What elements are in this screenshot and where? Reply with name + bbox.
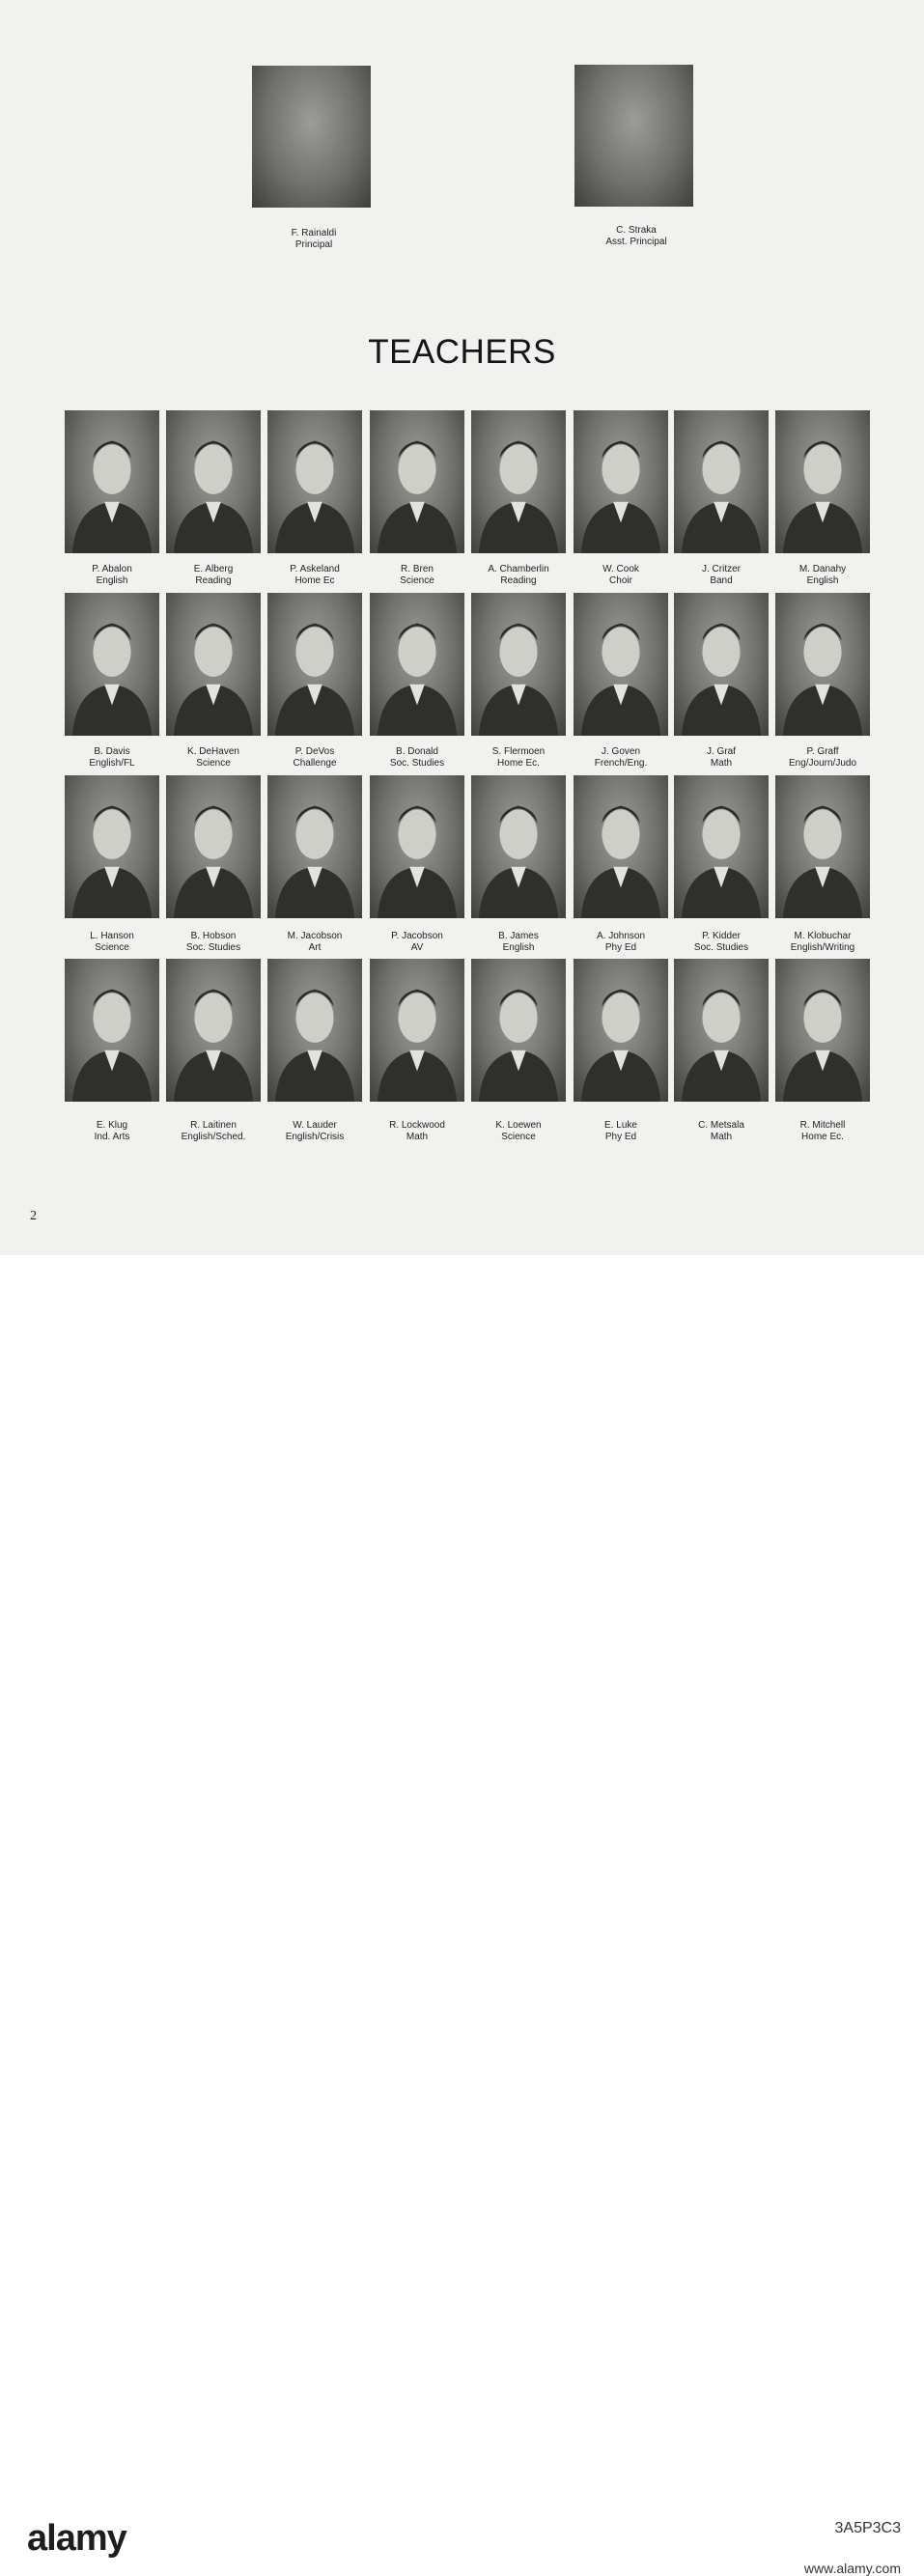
teacher-photo	[574, 959, 668, 1102]
teacher-subject: Science	[196, 758, 231, 769]
teacher-subject: Soc. Studies	[389, 758, 445, 769]
teacher-subject: Art	[308, 942, 322, 953]
teacher-caption	[461, 564, 576, 587]
teacher-name: P. DeVos	[294, 746, 335, 757]
teacher-caption	[663, 746, 779, 770]
teacher-subject: Math	[710, 1132, 733, 1142]
teacher-photo	[471, 959, 566, 1102]
teacher-photo	[65, 410, 159, 553]
section-title: TEACHERS	[368, 333, 556, 371]
page-number: 2	[30, 1209, 37, 1223]
teacher-name: B. Donald	[396, 746, 438, 757]
teacher-photo	[267, 959, 362, 1102]
teacher-name: S. Flermoen	[491, 746, 546, 757]
teacher-subject: Reading	[195, 575, 232, 586]
teacher-caption	[155, 1120, 271, 1143]
teacher-photo	[574, 410, 668, 553]
teacher-name: M. Jacobson	[287, 931, 343, 941]
teacher-subject: Math	[710, 758, 733, 769]
admin-role: Asst. Principal	[605, 237, 667, 247]
teacher-name: R. Lockwood	[389, 1120, 445, 1131]
teacher-caption	[461, 931, 576, 954]
teacher-name: K. DeHaven	[187, 746, 239, 757]
teacher-subject: Phy Ed	[604, 1132, 637, 1142]
teacher-caption	[54, 931, 170, 954]
teacher-caption	[257, 746, 373, 770]
teacher-subject: English	[96, 575, 128, 586]
teacher-name: A. Chamberlin	[488, 564, 549, 574]
teacher-caption	[461, 746, 576, 770]
teacher-name: L. Hanson	[90, 931, 134, 941]
watermark-site: www.alamy.com	[803, 2561, 901, 2576]
teacher-subject: Home Ec.	[497, 758, 540, 769]
teacher-caption	[54, 746, 170, 770]
teacher-photo	[166, 593, 261, 736]
teacher-caption	[563, 1120, 679, 1143]
teacher-subject: Challenge	[293, 758, 337, 769]
portrait-photo-rainaldi	[252, 66, 371, 208]
teacher-subject: Ind. Arts	[94, 1132, 130, 1142]
teacher-name: R. Bren	[401, 564, 434, 574]
teacher-caption	[155, 931, 271, 954]
teacher-subject: AV	[410, 942, 424, 953]
teacher-name: B. Davis	[94, 746, 130, 757]
admin-name: C. Straka	[616, 225, 657, 236]
teacher-name: E. Luke	[604, 1120, 637, 1131]
teacher-subject: Phy Ed	[604, 942, 637, 953]
teacher-name: P. Jacobson	[391, 931, 443, 941]
teacher-photo	[267, 410, 362, 553]
teacher-photo	[370, 775, 464, 918]
teacher-name: R. Laitinen	[190, 1120, 237, 1131]
teacher-photo	[65, 593, 159, 736]
teacher-subject: English/Writing	[790, 942, 855, 953]
teacher-subject: English	[502, 942, 535, 953]
teacher-caption	[54, 564, 170, 587]
teacher-photo	[471, 410, 566, 553]
teacher-name: P. Kidder	[702, 931, 741, 941]
teacher-subject: Math	[406, 1132, 429, 1142]
teacher-photo	[471, 593, 566, 736]
teacher-subject: Science	[95, 942, 129, 953]
watermark-brand: alamy	[27, 2518, 126, 2559]
teacher-caption	[257, 931, 373, 954]
teacher-subject: English	[806, 575, 839, 586]
teacher-photo	[65, 775, 159, 918]
teacher-photo	[267, 775, 362, 918]
teacher-name: E. Alberg	[193, 564, 234, 574]
teacher-name: P. Abalon	[92, 564, 132, 574]
teacher-photo	[674, 775, 769, 918]
teacher-caption	[257, 564, 373, 587]
teacher-caption	[155, 564, 271, 587]
teacher-name: M. Danahy	[798, 564, 847, 574]
teacher-caption	[663, 1120, 779, 1143]
teacher-caption	[563, 931, 679, 954]
teacher-caption	[663, 931, 779, 954]
teacher-caption	[461, 1120, 576, 1143]
teacher-caption	[54, 1120, 170, 1143]
teacher-photo	[370, 410, 464, 553]
teacher-subject: Band	[710, 575, 733, 586]
teacher-subject: French/Eng.	[594, 758, 648, 769]
teacher-caption	[359, 746, 475, 770]
teacher-photo	[674, 410, 769, 553]
teacher-caption	[765, 564, 881, 587]
teacher-caption	[359, 931, 475, 954]
yearbook-page	[0, 0, 924, 1255]
teacher-photo	[775, 410, 870, 553]
teacher-subject: Home Ec.	[801, 1132, 844, 1142]
teacher-caption	[663, 564, 779, 587]
admin-name: F. Rainaldi	[291, 228, 337, 238]
teacher-name: J. Goven	[601, 746, 641, 757]
caption-rainaldi	[256, 228, 372, 251]
teacher-caption	[155, 746, 271, 770]
teacher-photo	[65, 959, 159, 1102]
teacher-subject: Soc. Studies	[693, 942, 749, 953]
teacher-photo	[775, 775, 870, 918]
teacher-name: J. Critzer	[702, 564, 741, 574]
portrait-photo-straka	[574, 65, 693, 207]
teacher-caption	[563, 564, 679, 587]
teacher-photo	[370, 959, 464, 1102]
teacher-caption	[563, 746, 679, 770]
teacher-photo	[267, 593, 362, 736]
teacher-photo	[166, 775, 261, 918]
teacher-subject: Reading	[500, 575, 537, 586]
teacher-subject: Choir	[609, 575, 632, 586]
teacher-subject: English/Sched.	[181, 1132, 246, 1142]
teacher-name: B. James	[498, 931, 539, 941]
teacher-caption	[359, 1120, 475, 1143]
teacher-subject: English/FL	[89, 758, 135, 769]
teacher-name: P. Askeland	[290, 564, 340, 574]
teacher-subject: Eng/Journ/Judo	[788, 758, 857, 769]
teacher-subject: Soc. Studies	[185, 942, 241, 953]
watermark-footer	[0, 1255, 924, 2576]
teacher-caption	[257, 1120, 373, 1143]
teacher-name: C. Metsala	[698, 1120, 744, 1131]
teacher-photo	[574, 775, 668, 918]
teacher-name: E. Klug	[96, 1120, 128, 1131]
teacher-photo	[775, 959, 870, 1102]
teacher-caption	[765, 931, 881, 954]
teacher-name: P. Graff	[806, 746, 839, 757]
teacher-photo	[471, 775, 566, 918]
teacher-name: B. Hobson	[190, 931, 237, 941]
teacher-caption	[765, 1120, 881, 1143]
caption-straka	[578, 225, 694, 248]
teacher-photo	[370, 593, 464, 736]
teacher-photo	[166, 410, 261, 553]
teacher-name: R. Mitchell	[799, 1120, 846, 1131]
teacher-name: A. Johnson	[596, 931, 646, 941]
teacher-subject: Home Ec	[294, 575, 335, 586]
admin-role: Principal	[294, 239, 333, 250]
teacher-photo	[166, 959, 261, 1102]
teacher-caption	[359, 564, 475, 587]
teacher-name: J. Graf	[706, 746, 736, 757]
teacher-name: K. Loewen	[495, 1120, 542, 1131]
teacher-photo	[775, 593, 870, 736]
teacher-photo	[674, 959, 769, 1102]
teacher-photo	[674, 593, 769, 736]
watermark-image-id: 3A5P3C3	[834, 2520, 901, 2536]
teacher-name: W. Cook	[602, 564, 639, 574]
teacher-subject: Science	[501, 1132, 536, 1142]
teacher-caption	[765, 746, 881, 770]
teacher-name: W. Lauder	[293, 1120, 337, 1131]
teacher-name: M. Klobuchar	[794, 931, 852, 941]
teacher-photo	[574, 593, 668, 736]
teacher-subject: Science	[400, 575, 434, 586]
teacher-subject: English/Crisis	[285, 1132, 345, 1142]
